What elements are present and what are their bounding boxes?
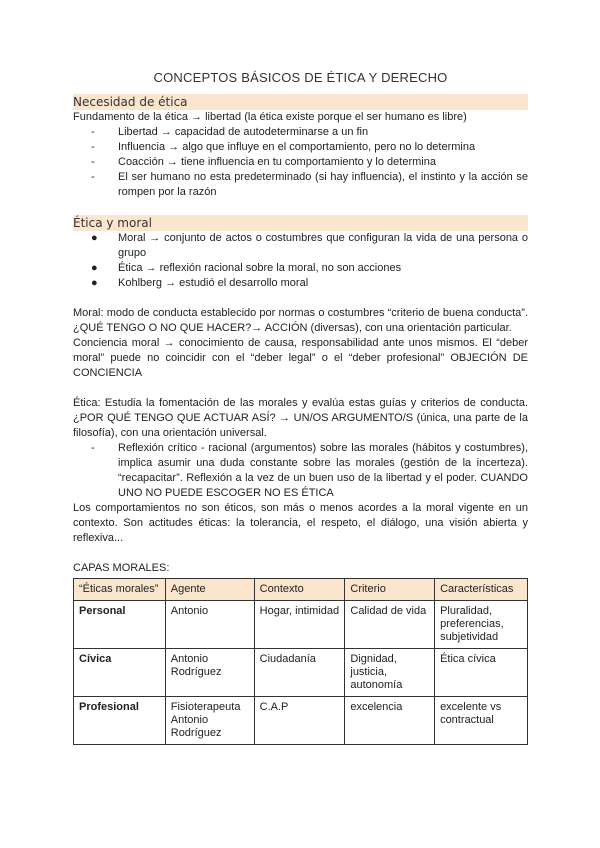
table-cell: Profesional <box>74 697 166 745</box>
list-item: - Libertad → capacidad de autodeterminarse a un fin <box>91 126 369 138</box>
header-cell: Contexto <box>254 579 345 601</box>
header-cell: “Éticas morales” <box>74 579 166 601</box>
paragraph: Moral: modo de conducta establecido por normas o costumbres “criterio de buena conducta”. ¿QUÉ TENGO O NO QUE HACER?→ ACCIÓN (diversas), con una orientación particular. <box>73 307 528 334</box>
dash-list <box>73 441 528 501</box>
list-item: ● Kohlberg → estudió el desarrollo moral <box>91 277 309 289</box>
table-cell: Ciudadanía <box>254 649 345 697</box>
table-cell: excelente vs contractual <box>435 697 528 745</box>
table-cell: Calidad de vida <box>345 601 435 649</box>
list-item: - Reflexión crítico - racional (argumentos) sobre las morales (hábitos y costumbres), implica asumir una duda constante sobre las morales (gestión de la incerteza). “recapacitar”. Reflexión a la vez de un buen uso de la libertad y el poder. CUANDO UNO NO PUEDE ESCOGER NO ES ÉTICA <box>91 442 528 499</box>
table-cell: C.A.P <box>254 697 345 745</box>
table-cell: Dignidad, justicia, autonomía <box>345 649 435 697</box>
list-item: - Influencia → algo que influye en el comportamiento, pero no lo determina <box>91 141 476 153</box>
table-label: CAPAS MORALES: <box>73 562 170 574</box>
dash-list <box>73 125 528 200</box>
table-header-row <box>74 579 528 601</box>
table-row <box>74 649 528 697</box>
table-cell: Fisioterapeuta Antonio Rodríguez <box>165 697 254 745</box>
table-cell: Pluralidad, preferencias, subjetividad <box>435 601 528 649</box>
table-row <box>74 697 528 745</box>
paragraph: Los comportamientos no son éticos, son más o menos acordes a la moral vigente en un contexto. Son actitudes éticas: la tolerancia, el respeto, el diálogo, una visión abierta y reflexiva... <box>73 502 528 544</box>
table-cell: excelencia <box>345 697 435 745</box>
section-heading: Ética y moral <box>73 215 528 231</box>
table-row <box>74 601 528 649</box>
header-cell: Criterio <box>345 579 435 601</box>
list-item: - Coacción → tiene influencia en tu comportamiento y lo determina <box>91 156 436 168</box>
paragraph: Ética: Estudia la fomentación de las morales y evalúa estas guías y criterios de conducta. ¿POR QUÉ TENGO QUE ACTUAR ASÍ? → UN/OS ARGUMENTO/S (única, una parte de la filosofía), con una orientación universal. <box>73 397 528 439</box>
section-heading: Necesidad de ética <box>73 94 528 110</box>
table-cell: Antonio <box>165 601 254 649</box>
header-cell: Características <box>435 579 528 601</box>
table-cell: Hogar, intimidad <box>254 601 345 649</box>
capas-morales-table <box>73 578 528 745</box>
bullet-list <box>73 231 528 291</box>
list-item: ● Ética → reflexión racional sobre la moral, no son acciones <box>91 262 402 274</box>
table-cell: Antonio Rodríguez <box>165 649 254 697</box>
table-cell: Personal <box>74 601 166 649</box>
table-cell: Cívica <box>74 649 166 697</box>
paragraph: Fundamento de la ética → libertad (la ética existe porque el ser humano es libre) <box>73 111 467 123</box>
paragraph: Conciencia moral → conocimiento de causa, responsabilidad ante unos mismos. El “deber moral” puede no coincidir con el “deber legal” o el “deber profesional” OBJECIÓN DE CONCIENCIA <box>73 337 528 379</box>
document-content <box>73 70 528 745</box>
table-cell: Ética cívica <box>435 649 528 697</box>
page-title: CONCEPTOS BÁSICOS DE ÉTICA Y DERECHO <box>153 70 448 85</box>
header-cell: Agente <box>165 579 254 601</box>
list-item: ● Moral → conjunto de actos o costumbres que configuran la vida de una persona o grupo <box>91 232 528 259</box>
list-item: - El ser humano no esta predeterminado (si hay influencia), el instinto y la acción se rompen por la razón <box>91 171 528 198</box>
